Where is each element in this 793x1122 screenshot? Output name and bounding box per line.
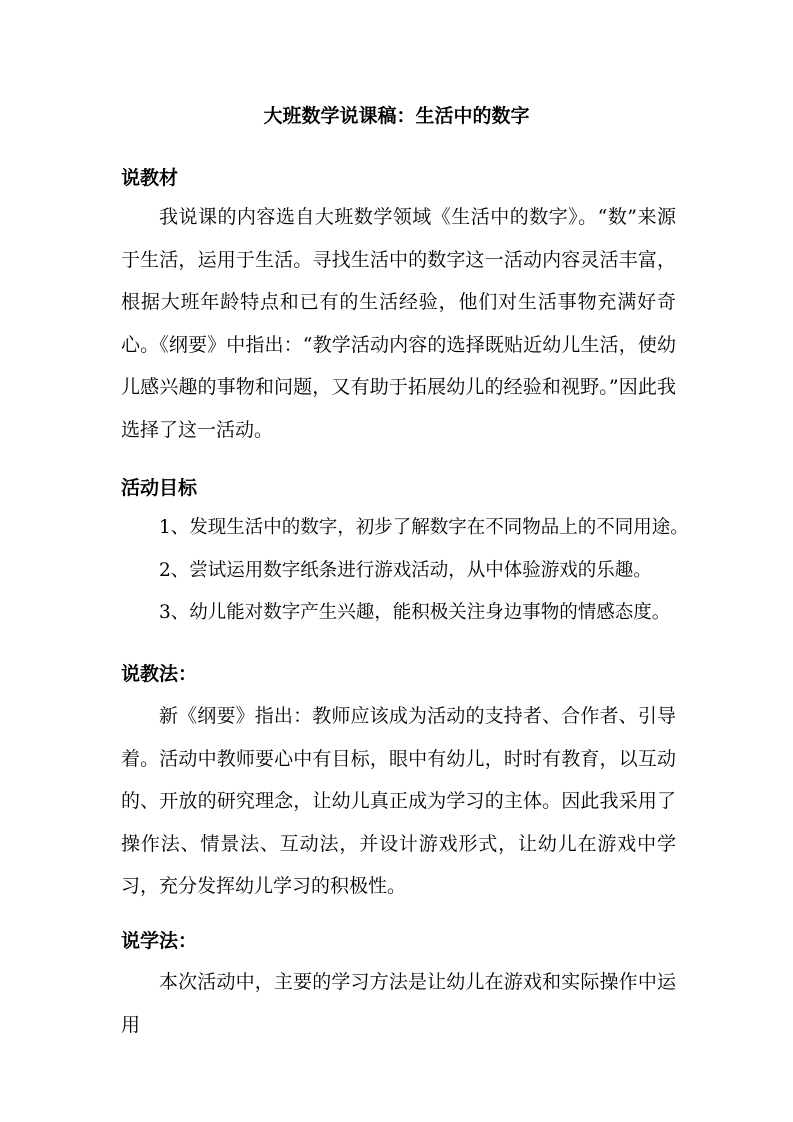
paragraph-teaching-method: 新《纲要》指出：教师应该成为活动的支持者、合作者、引导着。活动中教师要心中有目标，眼中有幼儿，时时有教育，以互动的、开放的研究理念，让幼儿真正成为学习的主体。因此我采用了操作法、情景法、互动法，并设计游戏形式，让幼儿在游戏中学习，充分发挥幼儿学习的积极性。	[121, 705, 676, 897]
section-heading-teaching-method: 说教法：	[121, 663, 198, 685]
paragraph-learning-method: 本次活动中，主要的学习方法是让幼儿在游戏和实际操作中运用	[121, 971, 676, 1036]
paragraph-textbook: 我说课的内容选自大班数学领域《生活中的数字》。“数”来源于生活，运用于生活。寻找生活中的数字这一活动内容灵活丰富，根据大班年龄特点和已有的生活经验，他们对生活事物充满好奇心。《纲要》中指出：“教学活动内容的选择既贴近幼儿生活，使幼儿感兴趣的事物和问题，又有助于拓展幼儿的经验和视野。”因此我选择了这一活动。	[121, 206, 676, 441]
section-heading-learning-method: 说学法：	[121, 930, 198, 952]
goal-item-1: 1、发现生活中的数字，初步了解数字在不同物品上的不同用途。	[159, 517, 689, 538]
goal-item-2: 2、尝试运用数字纸条进行游戏活动，从中体验游戏的乐趣。	[159, 560, 652, 581]
section-heading-goals: 活动目标	[121, 477, 198, 499]
section-heading-textbook: 说教材	[121, 167, 179, 189]
document-title: 大班数学说课稿：生活中的数字	[263, 105, 530, 127]
goal-item-3: 3、幼儿能对数字产生兴趣，能积极关注身边事物的情感态度。	[159, 602, 671, 623]
